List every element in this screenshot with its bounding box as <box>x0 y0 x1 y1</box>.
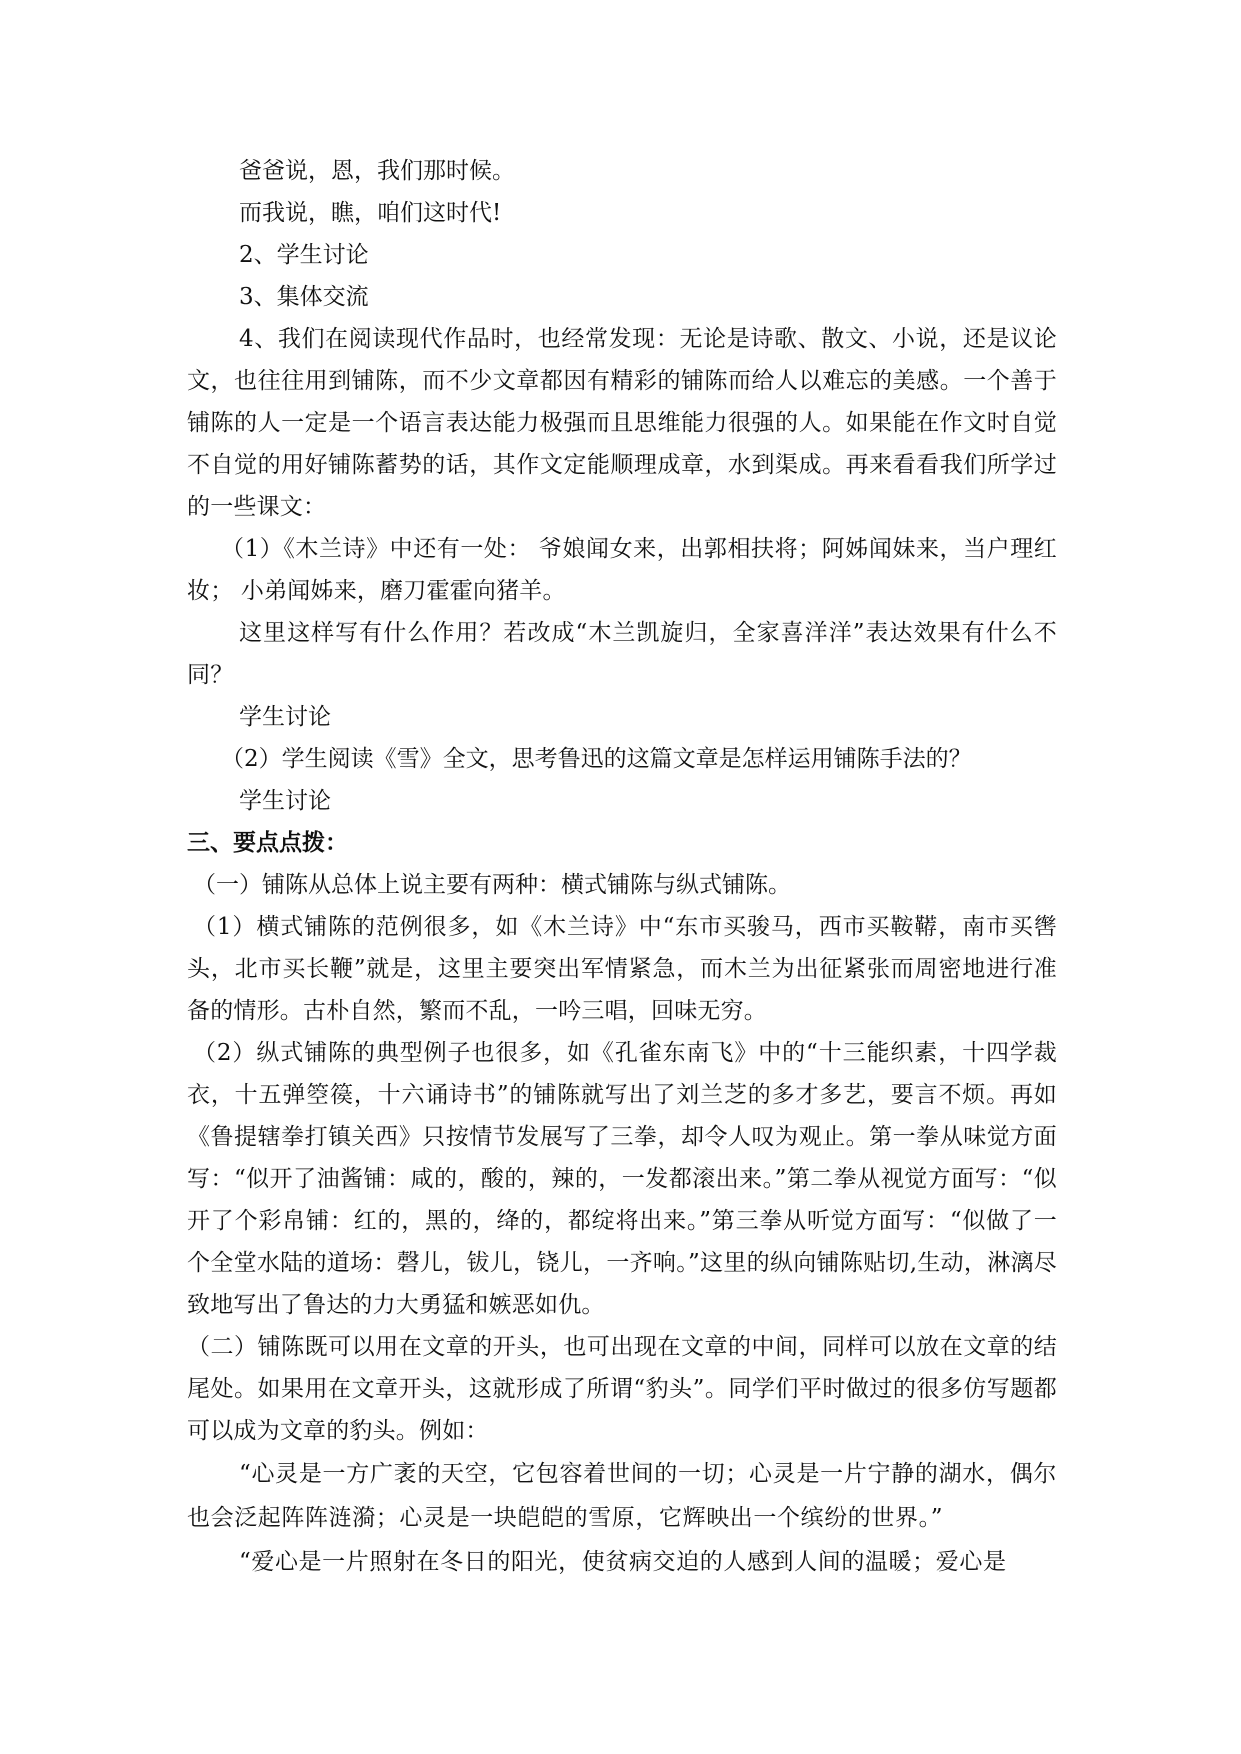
dialogue-line-father: 爸爸说，恩，我们那时候。 <box>239 158 515 184</box>
dialogue-line-me: 而我说，瞧，咱们这时代! <box>239 200 502 226</box>
paragraph-placement: （二）铺陈既可以用在文章的开头，也可出现在文章的中间，同样可以放在文章的结尾处。如果用在文章开头，这就形成了所谓“豹头”。同学们平时做过的很多仿写题都可以成为文章的豹头。例如： <box>187 1334 1057 1444</box>
paragraph-vertical-example: （2）纵式铺陈的典型例子也很多，如《孔雀东南飞》中的“十三能织素，十四学裁衣，十五弹箜篌，十六诵诗书”的铺陈就写出了刘兰芝的多才多艺，要言不烦。再如《鲁提辖拳打镇关西》只按情节发展写了三拳，却令人叹为观止。第一拳从味觉方面写：“似开了油酱铺：咸的，酸的，辣的，一发都滚出来。”第二拳从视觉方面写：“似开了个彩帛铺：红的，黑的，绛的，都绽将出来。”第三拳从听觉方面写：“似做了一个全堂水陆的道场：磬儿，钹儿，铙儿，一齐响。”这里的纵向铺陈贴切,生动，淋漓尽致地写出了鲁达的力大勇猛和嫉恶如仇。 <box>187 1040 1057 1318</box>
point-1-heading: （一）铺陈从总体上说主要有两种：横式铺陈与纵式铺陈。 <box>193 872 791 898</box>
document-page <box>187 150 1057 1584</box>
paragraph-step-4: 4、我们在阅读现代作品时，也经常发现：无论是诗歌、散文、小说，还是议论文，也往往用到铺陈，而不少文章都因有精彩的铺陈而给人以难忘的美感。一个善于铺陈的人一定是一个语言表达能力极强而且思维能力很强的人。如果能在作文时自觉不自觉的用好铺陈蓄势的话，其作文定能顺理成章，水到渠成。再来看看我们所学过的一些课文： <box>187 326 1057 520</box>
student-discussion-label-1: 学生讨论 <box>239 704 331 730</box>
quote-love: “爱心是一片照射在冬日的阳光，使贫病交迫的人感到人间的温暖；爱心是 <box>239 1549 1007 1575</box>
paragraph-example-1: （1）《木兰诗》中还有一处： 爷娘闻女来，出郭相扶将；阿姊闻妹来，当户理红妆； 小弟闻姊来，磨刀霍霍向猪羊。 <box>187 536 1057 604</box>
quote-heart: “心灵是一方广袤的天空，它包容着世间的一切；心灵是一片宁静的湖水，偶尔也会泛起阵阵涟漪；心灵是一块皑皑的雪原，它辉映出一个缤纷的世界。” <box>187 1461 1057 1531</box>
student-discussion-label-2: 学生讨论 <box>239 788 331 814</box>
step-group-exchange: 3、集体交流 <box>239 284 369 310</box>
section-heading-3: 三、要点点拨： <box>187 830 348 856</box>
paragraph-example-2: （2）学生阅读《雪》全文，思考鲁迅的这篇文章是怎样运用铺陈手法的？ <box>221 746 972 772</box>
step-student-discussion: 2、学生讨论 <box>239 242 369 268</box>
paragraph-horizontal-example: （1）横式铺陈的范例很多，如《木兰诗》中“东市买骏马，西市买鞍鞯，南市买辔头，北市买长鞭”就是，这里主要突出军情紧急，而木兰为出征紧张而周密地进行准备的情形。古朴自然，繁而不乱，一吟三唱，回味无穷。 <box>187 914 1057 1024</box>
paragraph-question: 这里这样写有什么作用？若改成“木兰凯旋归，全家喜洋洋”表达效果有什么不同？ <box>187 620 1057 688</box>
